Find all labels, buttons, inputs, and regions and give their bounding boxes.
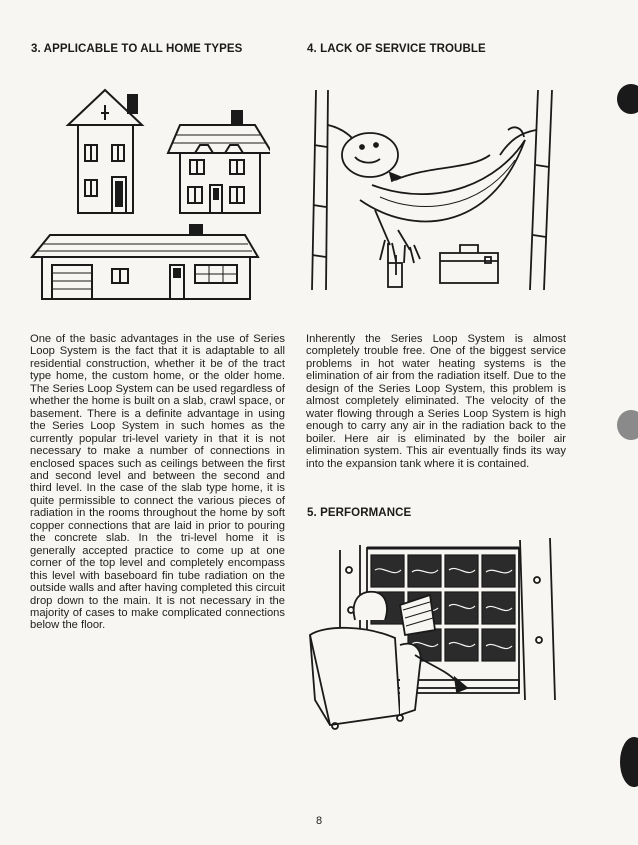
page-number: 8 xyxy=(315,815,323,827)
section-3-body: One of the basic advantages in the use of Series Loop System is the fact that it is adaptable to all residential construction, whether it be of the tract type home, the custom home, or the older home. The Series Loop System can be used regardless of whether the home is built on a slab, crawl space, or basement. There is a definite advantage in using the Series Loop System in such homes as the currently popular tri-level variety in that it is not necessary to make a number of connections in enclosed spaces such as ceilings between the first and second level and between the second and third level. In the case of the slab type home, it is quite permissible to connect the various pieces of radiation in the rooms throughout the home by soft copper connections that are laid in prior to pouring the concrete slab. In the tri-level home it is generally accepted practice to come up at one corner of the top level and completely encompass this level with baseboard fin tube radiation on the outside walls and after having completed this circuit drop down to the main. It is not necessary in the majority of cases to make complicated connections below the floor. xyxy=(30,333,285,632)
section-4-body: Inherently the Series Loop System is almost completely trouble free. One of the biggest service problems in hot water heating systems is the elimination of air from the radiation itself. Due to the design of the Series Loop System, this problem is almost completely eliminated. The velocity of the water flowing through a Series Loop System is high enough to carry any air in the radiation back to the boiler. Here air is eliminated by the boiler air elimination system. This air eventually finds its way into the expansion tank where it is contained. xyxy=(306,333,566,470)
binder-hole-top xyxy=(617,84,638,114)
section-5-heading: 5. PERFORMANCE xyxy=(307,507,412,519)
section-4-heading: 4. LACK OF SERVICE TROUBLE xyxy=(307,43,486,55)
hammock-illustration xyxy=(300,85,575,295)
radiator-armchair-illustration xyxy=(305,530,565,730)
houses-illustration xyxy=(30,85,270,305)
binder-hole-bottom xyxy=(620,737,638,787)
binder-hole-middle xyxy=(617,410,638,440)
section-3-heading: 3. APPLICABLE TO ALL HOME TYPES xyxy=(31,43,243,55)
